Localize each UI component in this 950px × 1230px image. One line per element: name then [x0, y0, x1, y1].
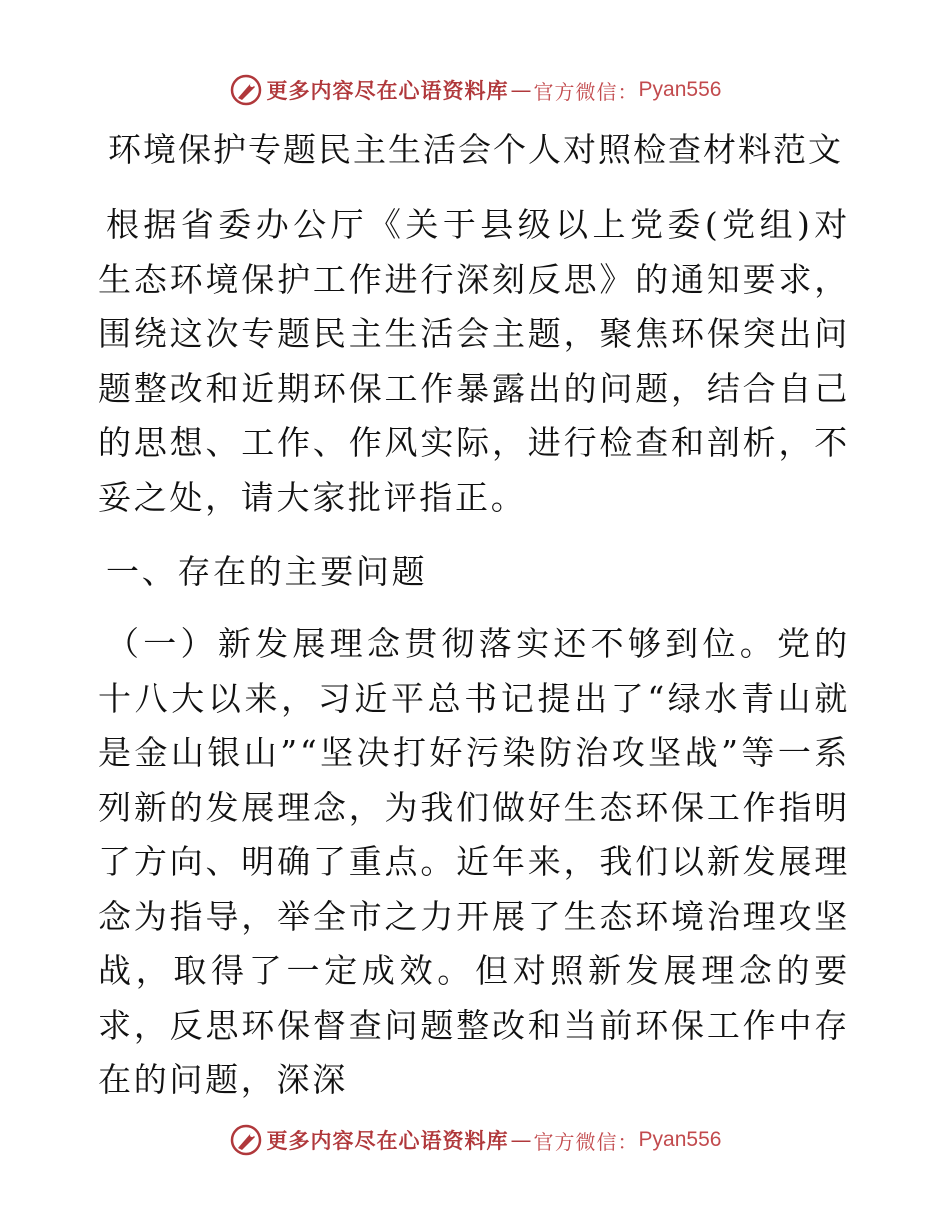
footer-watermark — [0, 1120, 950, 1160]
watermark-wechat-id: Pyan556 — [638, 1128, 722, 1151]
watermark-wechat-label: 官方微信： — [533, 1129, 639, 1154]
watermark-wechat-id: Pyan556 — [638, 78, 722, 101]
intro-paragraph: 根据省委办公厅《关于县级以上党委(党组)对生态环境保护工作进行深刻反思》的通知要求，围绕这次专题民主生活会主题，聚焦环保突出问题整改和近期环保工作暴露出的问题，结合自己的思想、工作、作风实际，进行检查和剖析，不妥之处，请大家批评指正。 — [98, 205, 850, 517]
watermark-brand: 更多内容尽在心语资料库 — [266, 78, 509, 103]
watermark-brand: 更多内容尽在心语资料库 — [266, 1128, 509, 1153]
subsection-paragraph: （一）新发展理念贯彻落实还不够到位。党的十八大以来，习近平总书记提出了“绿水青山就是金山银山”“坚决打好污染防治攻坚战”等一系列新的发展理念，为我们做好生态环保工作指明了方向、明确了重点。近年来，我们以新发展理念为指导，举全市之力开展了生态环境治理攻坚战，取得了一定成效。但对照新发展理念的要求，反思环保督查问题整改和当前环保工作中存在的问题，深深 — [98, 624, 850, 1099]
document-title: 环境保护专题民主生活会个人对照检查材料范文 — [108, 130, 843, 169]
pen-nib-logo-icon — [229, 1123, 263, 1157]
watermark-dash: — — [510, 78, 532, 102]
section-heading: 一、存在的主要问题 — [106, 552, 428, 591]
pen-nib-logo-icon — [229, 73, 263, 107]
header-watermark — [0, 70, 950, 110]
watermark-wechat-label: 官方微信： — [533, 79, 639, 104]
document-body — [98, 120, 850, 1108]
watermark-dash: — — [510, 1128, 532, 1152]
